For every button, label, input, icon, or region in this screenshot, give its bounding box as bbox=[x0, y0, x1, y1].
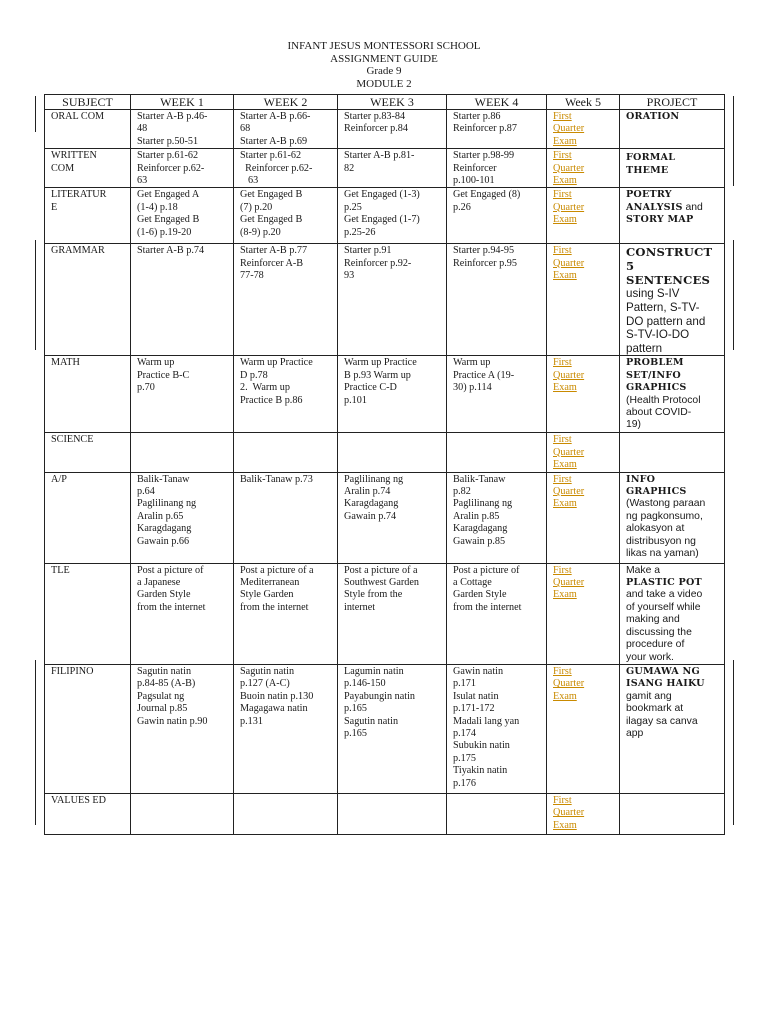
project-desc: procedure of bbox=[626, 639, 685, 651]
week-5-cell bbox=[547, 563, 620, 664]
table-row bbox=[45, 563, 725, 664]
project-title: SENTENCES bbox=[626, 273, 711, 288]
cell-line: Get Engaged (8) bbox=[453, 189, 521, 201]
cell-line: a Japanese bbox=[137, 577, 181, 589]
project-title: GUMAWA NG bbox=[626, 665, 700, 677]
cell-line: p.70 bbox=[137, 382, 155, 394]
assignment-table bbox=[44, 94, 725, 835]
cell-line: SCIENCE bbox=[51, 434, 94, 446]
project-cell bbox=[620, 793, 725, 834]
cell-line: Southwest Garden bbox=[344, 577, 419, 589]
cell-line: p.100-101 bbox=[453, 175, 495, 187]
week-3-cell bbox=[338, 472, 447, 563]
cell-line: WRITTEN bbox=[51, 150, 97, 162]
cell-line: 68 bbox=[240, 123, 251, 135]
project-desc: Pattern, S-TV- bbox=[626, 301, 700, 315]
cell-line: p.26 bbox=[453, 201, 471, 213]
cell-line: Starter p.91 bbox=[344, 245, 392, 257]
column-header-week-2: WEEK 2 bbox=[234, 95, 338, 110]
week-2-cell bbox=[234, 188, 338, 244]
table-row bbox=[45, 244, 725, 356]
subject-cell bbox=[45, 149, 131, 188]
column-header-week-3: WEEK 3 bbox=[338, 95, 447, 110]
subject-cell bbox=[45, 793, 131, 834]
cell-line: Get Engaged B bbox=[137, 214, 200, 226]
cell-line: Style Garden bbox=[240, 589, 294, 601]
project-desc: your work. bbox=[626, 651, 674, 663]
cell-line: A/P bbox=[51, 473, 67, 485]
cell-line: B p.93 Warm up bbox=[344, 369, 411, 381]
column-header-week-1: WEEK 1 bbox=[131, 95, 234, 110]
cell-line: LITERATUR bbox=[51, 189, 107, 201]
cell-line: from the internet bbox=[240, 601, 309, 613]
week-5-cell bbox=[547, 110, 620, 149]
cell-line: Karagdagang bbox=[137, 523, 192, 535]
week-2-cell bbox=[234, 244, 338, 356]
document-title: ASSIGNMENT GUIDE bbox=[330, 52, 438, 65]
week-3-cell bbox=[338, 664, 447, 793]
cell-line: Warm up Practice bbox=[240, 357, 313, 369]
cell-line: Practice A (19- bbox=[453, 369, 515, 381]
project-desc: (Health Protocol bbox=[626, 394, 701, 406]
cell-line: Practice B-C bbox=[137, 369, 190, 381]
cell-line: p.84-85 (A-B) bbox=[137, 678, 196, 690]
project-cell bbox=[620, 563, 725, 664]
project-cell bbox=[620, 110, 725, 149]
cell-line: p.174 bbox=[453, 727, 476, 739]
first-quarter-exam-link[interactable]: First Quarter Exam bbox=[553, 434, 585, 471]
project-title: PLASTIC POT bbox=[626, 577, 702, 589]
column-header-subject: SUBJECT bbox=[45, 95, 131, 110]
cell-line: Reinforcer bbox=[453, 162, 497, 174]
project-desc: S-TV-IO-DO bbox=[626, 328, 690, 342]
cell-line: Sagutin natin bbox=[240, 665, 295, 677]
cell-line: GRAMMAR bbox=[51, 245, 105, 257]
project-desc: 19) bbox=[626, 419, 642, 431]
cell-line: p.101 bbox=[344, 394, 367, 406]
cell-line: Reinforcer p.95 bbox=[453, 257, 517, 269]
cell-line: Reinforcer A-B bbox=[240, 257, 304, 269]
cell-line: Post a picture of bbox=[453, 564, 520, 576]
cell-line: p.131 bbox=[240, 715, 263, 727]
cell-line: a Cottage bbox=[453, 577, 492, 589]
module-label: MODULE 2 bbox=[356, 77, 412, 90]
cell-line: D p.78 bbox=[240, 369, 268, 381]
project-desc: discussing the bbox=[626, 626, 692, 638]
cell-line: Aralin p.85 bbox=[453, 510, 500, 522]
cell-line: 30) p.114 bbox=[453, 382, 492, 394]
cell-line: Pagsulat ng bbox=[137, 690, 185, 702]
week-3-cell bbox=[338, 149, 447, 188]
project-desc: about COVID- bbox=[626, 407, 692, 419]
cell-line: Garden Style bbox=[453, 589, 507, 601]
cell-line: ORAL COM bbox=[51, 111, 105, 122]
subject-cell bbox=[45, 433, 131, 472]
cell-line: Isulat natin bbox=[453, 690, 499, 702]
cell-line: MATH bbox=[51, 357, 80, 369]
table-row bbox=[45, 664, 725, 793]
first-quarter-exam-link[interactable]: First Quarter Exam bbox=[553, 245, 585, 282]
cell-line: Get Engaged (1-3) bbox=[344, 189, 420, 201]
cell-line: Gawain p.74 bbox=[344, 510, 397, 522]
project-desc: and take a video bbox=[626, 589, 703, 601]
cell-line: Starter p.98-99 bbox=[453, 150, 515, 162]
week-4-cell bbox=[447, 110, 547, 149]
week-5-cell bbox=[547, 356, 620, 433]
week-5-cell bbox=[547, 793, 620, 834]
project-desc: ng pagkonsumo, bbox=[626, 510, 703, 522]
cell-line: Magagawa natin bbox=[240, 703, 308, 715]
week-4-cell bbox=[447, 188, 547, 244]
project-cell bbox=[620, 244, 725, 356]
cell-line: Gawain p.66 bbox=[137, 535, 190, 547]
cell-line: Karagdagang bbox=[344, 498, 399, 510]
cell-line: Reinforcer p.87 bbox=[453, 123, 517, 135]
project-title: STORY MAP bbox=[626, 214, 694, 226]
column-header-week-5: Week 5 bbox=[547, 95, 620, 110]
cell-line: TLE bbox=[51, 564, 70, 576]
cell-line: (1-4) p.18 bbox=[137, 201, 178, 213]
cell-line: Post a picture of a bbox=[344, 564, 418, 576]
column-header-project: PROJECT bbox=[620, 95, 725, 110]
cell-line: Balik-Tanaw bbox=[453, 473, 506, 485]
table-row bbox=[45, 149, 725, 188]
cell-line: (8-9) p.20 bbox=[240, 226, 281, 238]
project-desc: pattern bbox=[626, 341, 663, 355]
project-title-line: ANALYSIS and bbox=[626, 201, 703, 213]
cell-line: p.171-172 bbox=[453, 703, 495, 715]
margin-bar bbox=[35, 660, 36, 825]
first-quarter-exam-link[interactable]: First Quarter Exam bbox=[553, 473, 585, 510]
cell-line: Practice C-D bbox=[344, 382, 397, 394]
week-3-cell bbox=[338, 356, 447, 433]
project-title: 5 bbox=[626, 259, 635, 274]
cell-line: Paglilinang ng bbox=[453, 498, 513, 510]
cell-line: Warm up Practice bbox=[344, 357, 417, 369]
week-4-cell bbox=[447, 356, 547, 433]
cell-line: Paglilinang ng bbox=[344, 473, 404, 485]
cell-line: Starter p.61-62 bbox=[137, 150, 199, 162]
project-desc: app bbox=[626, 727, 644, 739]
week-4-cell bbox=[447, 793, 547, 834]
subject-cell bbox=[45, 244, 131, 356]
week-2-cell bbox=[234, 664, 338, 793]
cell-line: p.165 bbox=[344, 727, 367, 739]
column-header-week-4: WEEK 4 bbox=[447, 95, 547, 110]
week-1-cell bbox=[131, 110, 234, 149]
cell-line: Get Engaged (1-7) bbox=[344, 214, 420, 226]
margin-bar bbox=[733, 96, 734, 186]
project-title: GRAPHICS bbox=[626, 382, 687, 394]
cell-line: 77-78 bbox=[240, 270, 264, 282]
week-3-cell bbox=[338, 793, 447, 834]
cell-line: p.64 bbox=[137, 486, 155, 498]
week-2-cell bbox=[234, 356, 338, 433]
cell-line: Garden Style bbox=[137, 589, 191, 601]
cell-line: Paglilinang ng bbox=[137, 498, 197, 510]
first-quarter-exam-link[interactable]: First Quarter Exam bbox=[553, 111, 585, 147]
cell-line: Reinforcer p.84 bbox=[344, 123, 408, 135]
cell-line: 63 bbox=[248, 175, 259, 187]
cell-line: p.176 bbox=[453, 777, 476, 789]
cell-line: p.25 bbox=[344, 201, 362, 213]
cell-line: Starter p.86 bbox=[453, 111, 501, 122]
week-1-cell bbox=[131, 149, 234, 188]
subject-cell bbox=[45, 664, 131, 793]
cell-line: Warm up bbox=[137, 357, 175, 369]
project-title: CONSTRUCT bbox=[626, 245, 713, 260]
margin-bar bbox=[35, 96, 36, 132]
project-desc: ilagay sa canva bbox=[626, 715, 698, 727]
cell-line: Balik-Tanaw p.73 bbox=[240, 473, 313, 485]
project-desc: distribusyon ng bbox=[626, 535, 696, 547]
cell-line: Post a picture of bbox=[137, 564, 204, 576]
cell-line: Lagumin natin bbox=[344, 665, 404, 677]
week-3-cell bbox=[338, 244, 447, 356]
week-1-cell bbox=[131, 563, 234, 664]
week-2-cell bbox=[234, 110, 338, 149]
cell-line: Subukin natin bbox=[453, 740, 510, 752]
cell-line: Sagutin natin bbox=[137, 665, 192, 677]
week-4-cell bbox=[447, 664, 547, 793]
week-5-cell bbox=[547, 664, 620, 793]
table-row bbox=[45, 793, 725, 834]
margin-bar bbox=[733, 660, 734, 825]
project-title: ISANG HAIKU bbox=[626, 678, 705, 690]
cell-line: p.25-26 bbox=[344, 226, 376, 238]
cell-line: Aralin p.74 bbox=[344, 486, 391, 498]
cell-line: 82 bbox=[344, 162, 355, 174]
week-3-cell bbox=[338, 563, 447, 664]
week-4-cell bbox=[447, 563, 547, 664]
cell-line: Practice B p.86 bbox=[240, 394, 303, 406]
project-title: FORMAL bbox=[626, 152, 676, 164]
cell-line: Starter A-B p.77 bbox=[240, 245, 308, 257]
cell-line: Balik-Tanaw bbox=[137, 473, 190, 485]
grade-level: Grade 9 bbox=[366, 65, 402, 77]
week-5-cell bbox=[547, 433, 620, 472]
week-3-cell bbox=[338, 110, 447, 149]
project-desc: gamit ang bbox=[626, 690, 672, 702]
cell-line: from the internet bbox=[137, 601, 206, 613]
subject-cell bbox=[45, 188, 131, 244]
project-title: GRAPHICS bbox=[626, 486, 687, 498]
cell-line: Mediterranean bbox=[240, 577, 300, 589]
cell-line: Style from the bbox=[344, 589, 403, 601]
week-4-cell bbox=[447, 472, 547, 563]
week-5-cell bbox=[547, 244, 620, 356]
school-name: INFANT JESUS MONTESSORI SCHOOL bbox=[287, 40, 481, 52]
subject-cell bbox=[45, 110, 131, 149]
week-1-cell bbox=[131, 793, 234, 834]
week-1-cell bbox=[131, 433, 234, 472]
project-title: PROBLEM bbox=[626, 357, 684, 369]
week-2-cell bbox=[234, 793, 338, 834]
table-row bbox=[45, 433, 725, 472]
project-desc: likas na yaman) bbox=[626, 548, 699, 560]
week-5-cell bbox=[547, 149, 620, 188]
subject-cell bbox=[45, 356, 131, 433]
cell-line: E bbox=[51, 201, 58, 213]
cell-line: Karagdagang bbox=[453, 523, 508, 535]
table-header-row bbox=[45, 95, 725, 110]
cell-line: Starter A-B p.69 bbox=[240, 135, 308, 147]
cell-line: (7) p.20 bbox=[240, 201, 273, 213]
first-quarter-exam-link[interactable]: First Quarter Exam bbox=[553, 150, 585, 187]
margin-bar bbox=[733, 240, 734, 350]
cell-line: Post a picture of a bbox=[240, 564, 314, 576]
first-quarter-exam-link[interactable]: First Quarter Exam bbox=[553, 357, 585, 394]
week-1-cell bbox=[131, 664, 234, 793]
cell-line: 2. Warm up bbox=[240, 382, 290, 394]
project-title: INFO bbox=[626, 473, 656, 485]
cell-line: Starter p.83-84 bbox=[344, 111, 406, 122]
week-1-cell bbox=[131, 244, 234, 356]
document-header bbox=[0, 40, 768, 90]
first-quarter-exam-link[interactable]: First Quarter Exam bbox=[553, 794, 585, 831]
cell-line: Get Engaged B bbox=[240, 189, 303, 201]
project-cell bbox=[620, 472, 725, 563]
cell-line: Starter A-B p.46- bbox=[137, 111, 208, 122]
project-desc: Make a bbox=[626, 564, 661, 576]
cell-line: p.82 bbox=[453, 486, 471, 498]
cell-line: Warm up bbox=[453, 357, 491, 369]
cell-line: 48 bbox=[137, 123, 148, 135]
week-2-cell bbox=[234, 149, 338, 188]
week-2-cell bbox=[234, 433, 338, 472]
project-cell bbox=[620, 149, 725, 188]
week-3-cell bbox=[338, 188, 447, 244]
project-desc: bookmark at bbox=[626, 703, 684, 715]
project-desc: of yourself while bbox=[626, 601, 701, 613]
week-1-cell bbox=[131, 472, 234, 563]
cell-line: Madali lang yan bbox=[453, 715, 520, 727]
project-cell bbox=[620, 188, 725, 244]
first-quarter-exam-link[interactable]: First Quarter Exam bbox=[553, 665, 585, 702]
margin-bar bbox=[35, 240, 36, 350]
cell-line: Journal p.85 bbox=[137, 703, 188, 715]
cell-line: Reinforcer p.62- bbox=[240, 162, 313, 174]
cell-line: COM bbox=[51, 162, 75, 174]
project-title: THEME bbox=[626, 164, 669, 176]
subject-cell bbox=[45, 563, 131, 664]
cell-line: Get Engaged A bbox=[137, 189, 200, 201]
week-5-cell bbox=[547, 472, 620, 563]
cell-line: Starter A-B p.81- bbox=[344, 150, 415, 162]
week-4-cell bbox=[447, 244, 547, 356]
cell-line: Starter A-B p.74 bbox=[137, 245, 205, 257]
cell-line: p.171 bbox=[453, 678, 476, 690]
cell-line: from the internet bbox=[453, 601, 522, 613]
cell-line: Starter p.61-62 bbox=[240, 150, 302, 162]
project-title: SET/INFO bbox=[626, 369, 681, 381]
table-row bbox=[45, 110, 725, 149]
week-2-cell bbox=[234, 563, 338, 664]
cell-line: Starter p.50-51 bbox=[137, 135, 199, 147]
project-desc: using S-IV bbox=[626, 287, 680, 301]
cell-line: Tiyakin natin bbox=[453, 765, 508, 777]
cell-line: (1-6) p.19-20 bbox=[137, 226, 192, 238]
first-quarter-exam-link[interactable]: First Quarter Exam bbox=[553, 564, 585, 601]
week-4-cell bbox=[447, 433, 547, 472]
week-1-cell bbox=[131, 356, 234, 433]
project-cell bbox=[620, 356, 725, 433]
cell-line: Sagutin natin bbox=[344, 715, 399, 727]
cell-line: p.175 bbox=[453, 752, 476, 764]
cell-line: p.165 bbox=[344, 703, 367, 715]
cell-line: Gawin natin p.90 bbox=[137, 715, 208, 727]
week-4-cell bbox=[447, 149, 547, 188]
week-2-cell bbox=[234, 472, 338, 563]
project-title: POETRY bbox=[626, 189, 672, 201]
cell-line: Starter A-B p.66- bbox=[240, 111, 311, 122]
cell-line: Reinforcer p.92- bbox=[344, 257, 412, 269]
cell-line: Starter p.94-95 bbox=[453, 245, 515, 257]
project-cell bbox=[620, 664, 725, 793]
table-row bbox=[45, 472, 725, 563]
subject-cell bbox=[45, 472, 131, 563]
cell-line: 93 bbox=[344, 270, 355, 282]
cell-line: VALUES ED bbox=[51, 794, 106, 806]
week-1-cell bbox=[131, 188, 234, 244]
project-desc: alokasyon at bbox=[626, 523, 685, 535]
cell-line: internet bbox=[344, 601, 376, 613]
cell-line: p.127 (A-C) bbox=[240, 678, 290, 690]
week-5-cell bbox=[547, 188, 620, 244]
table-row bbox=[45, 188, 725, 244]
project-desc: (Wastong paraan bbox=[626, 498, 706, 510]
cell-line: FILIPINO bbox=[51, 665, 94, 677]
first-quarter-exam-link[interactable]: First Quarter Exam bbox=[553, 189, 585, 226]
cell-line: Gawain p.85 bbox=[453, 535, 506, 547]
table-row bbox=[45, 356, 725, 433]
project-desc: DO pattern and bbox=[626, 314, 706, 328]
cell-line: Reinforcer p.62- bbox=[137, 162, 205, 174]
cell-line: Buoin natin p.130 bbox=[240, 690, 314, 702]
project-desc: making and bbox=[626, 614, 680, 626]
cell-line: Aralin p.65 bbox=[137, 510, 184, 522]
project-cell bbox=[620, 433, 725, 472]
project-title: ORATION bbox=[626, 111, 680, 122]
cell-line: Payabungin natin bbox=[344, 690, 416, 702]
week-3-cell bbox=[338, 433, 447, 472]
cell-line: p.146-150 bbox=[344, 678, 386, 690]
cell-line: Get Engaged B bbox=[240, 214, 303, 226]
cell-line: 63 bbox=[137, 175, 148, 187]
cell-line: Gawin natin bbox=[453, 665, 504, 677]
